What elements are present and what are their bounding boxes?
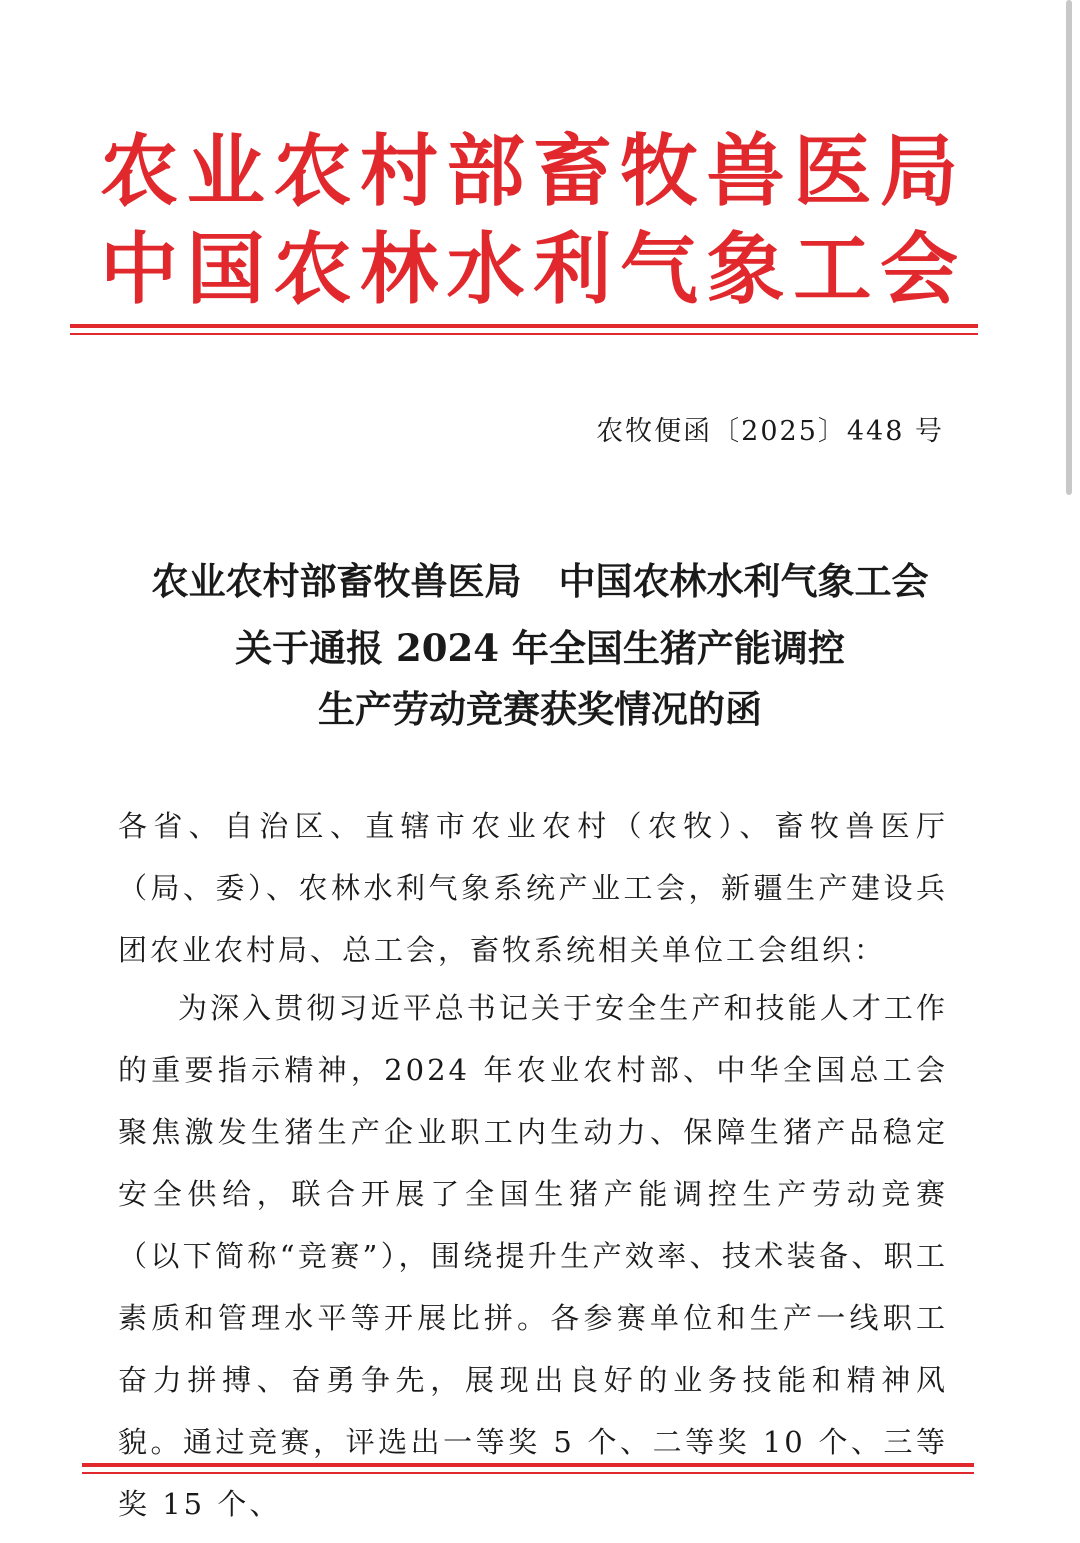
- document-title-line-1: 农业农村部畜牧兽医局 中国农林水利气象工会: [151, 559, 929, 603]
- scrollbar[interactable]: [1066, 0, 1072, 495]
- issuer-header-2: 中国农林水利气象工会: [100, 225, 960, 315]
- document-title-line-2: 关于通报 2024 年全国生猪产能调控: [235, 626, 845, 670]
- body-paragraph: 为深入贯彻习近平总书记关于安全生产和技能人才工作的重要指示精神，2024 年农业农村部、中华全国总工会聚焦激发生猪生产企业职工内生动力、保障生猪产品稳定安全供给，联合开展了全国生猪产能调控生产劳动竞赛（以下简称“竞赛”），围绕提升生产效率、技术装备、职工素质和管理水平等开展比拼。各参赛单位和生产一线职工奋力拼搏、奋勇争先，展现出良好的业务技能和精神风貌。通过竞赛，评选出一等奖 5 个、二等奖 10 个、三等奖 15 个、: [118, 991, 948, 1521]
- header-red-rule-thin: [70, 333, 978, 335]
- header-red-rule: [70, 324, 978, 328]
- document-number: 农牧便函〔2025〕448 号: [596, 416, 944, 447]
- footer-red-rule: [82, 1463, 974, 1467]
- addressee: 各省、自治区、直辖市农业农村（农牧）、畜牧兽医厅（局、委）、农林水利气象系统产业工会，新疆生产建设兵团农业农村局、总工会，畜牧系统相关单位工会组织：: [118, 809, 948, 967]
- footer-red-rule-thin: [82, 1472, 974, 1474]
- document-title-line-3: 生产劳动竞赛获奖情况的函: [318, 687, 762, 731]
- issuer-header-1: 农业农村部畜牧兽医局: [100, 127, 960, 217]
